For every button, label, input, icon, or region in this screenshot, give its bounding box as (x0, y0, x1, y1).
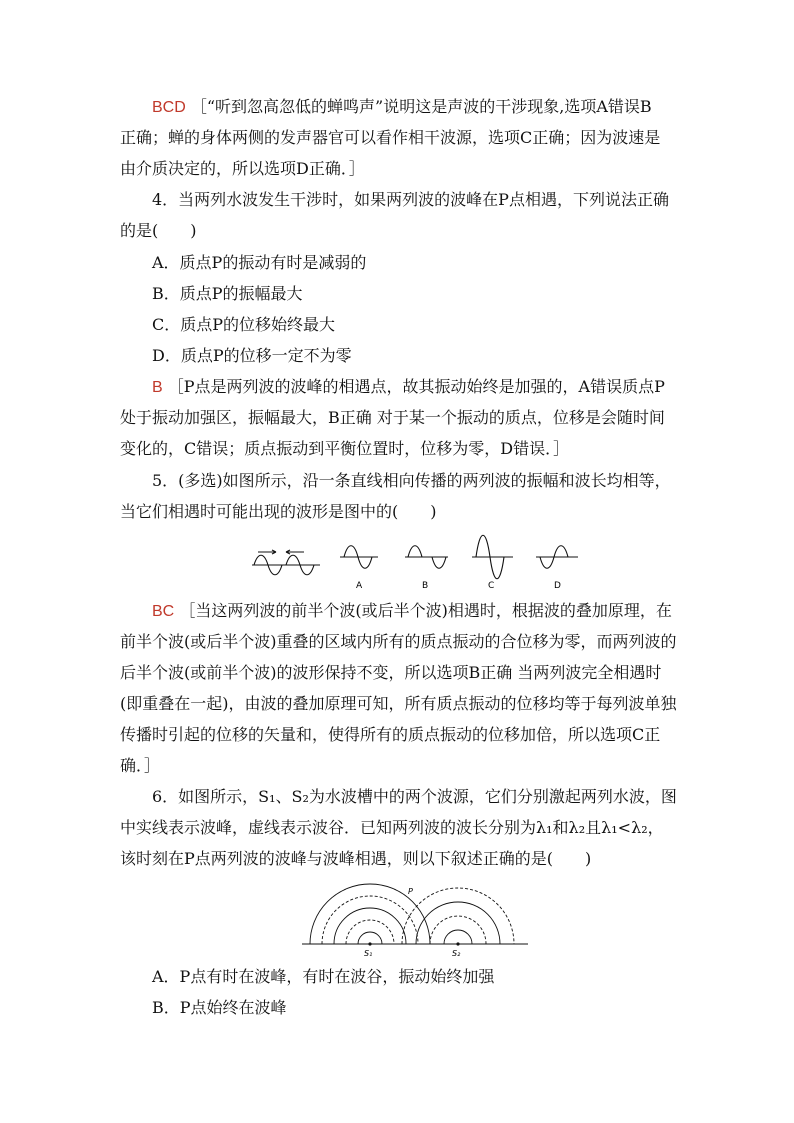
q6-stem-line-3: 该时刻在P点两列波的波峰与波峰相遇，则以下叙述正确的是( ) (120, 849, 592, 868)
q4-answer-line-2: 处于振动加强区，振幅最大，B正确 对于某一个振动的质点，位移是会随时间 (120, 408, 665, 427)
q5-label-c: C (488, 581, 495, 591)
q4-stem-line-2: 的是( ) (120, 221, 197, 240)
p-point-label: P (408, 887, 413, 896)
s2-source-dot (456, 942, 459, 945)
q5-answer-line-1: BC ［当这两列波的前半个波(或后半个波)相遇时，根据波的叠加原理，在 (152, 601, 672, 620)
q5-answer-line-2: 前半个波(或后半个波)重叠的区域内所有的质点振动的合位移为零，而两列波的 (120, 632, 677, 651)
q4-option-c: C．质点P的位移始终最大 (152, 315, 336, 334)
q6-stem-line-2: 中实线表示波峰，虚线表示波谷．已知两列波的波长分别为λ₁和λ₂且λ₁<λ₂， (120, 818, 664, 837)
q3-answer-line-3: 由介质决定的，所以选项D正确．］ (120, 159, 365, 178)
q5-stem-line-1: 5．(多选)如图所示，沿一条直线相向传播的两列波的振幅和波长均相等， (152, 471, 671, 490)
q3-answer-line-1: BCD ［“听到忽高忽低的蝉鸣声”说明这是声波的干涉现象,选项A错误B (152, 97, 652, 116)
q6-option-b: B．P点始终在波峰 (152, 998, 287, 1017)
q5-label-d: D (554, 581, 561, 591)
q3-answer-label: BCD (152, 99, 186, 116)
q4-option-b: B．质点P的振幅最大 (152, 284, 303, 303)
q6-stem-line-1: 6．如图所示，S₁、S₂为水波槽中的两个波源，它们分别激起两列水波，图 (152, 787, 677, 806)
q5-option-d-wave (536, 546, 578, 569)
q5-option-a-wave (340, 546, 378, 569)
q4-stem-line-1: 4．当两列水波发生干涉时，如果两列波的波峰在P点相遇，下列说法正确 (152, 190, 669, 209)
q5-answer-line-5: 传播时引起的位移的矢量和，使得所有的质点振动的位移加倍，所以选项C正 (120, 725, 661, 744)
q5-label-a: A (356, 581, 363, 591)
q5-answer-line-3: 后半个波(或前半个波)的波形保持不变，所以选项B正确 当两列波完全相遇时 (120, 663, 662, 682)
q3-answer-line-2: 正确；蝉的身体两侧的发声器官可以看作相干波源，选项C正确；因为波速是 (120, 128, 661, 147)
q5-original-waves (252, 550, 320, 575)
q5-label-b: B (422, 581, 429, 591)
s1-source-dot (368, 942, 371, 945)
q5-answer-label: BC (152, 603, 175, 620)
q4-answer-line-3: 变化的，C错误；质点振动到平衡位置时，位移为零，D错误．］ (120, 439, 570, 458)
q4-option-d: D．质点P的位移一定不为零 (152, 346, 352, 365)
s2-wavefronts (402, 888, 514, 944)
s1-label: S₁ (364, 949, 373, 958)
q6-option-a: A．P点有时在波峰，有时在波谷，振动始终加强 (152, 967, 495, 986)
q5-option-b-wave (405, 546, 448, 569)
q5-wave-figure (248, 532, 588, 592)
q4-answer-line-1: B ［P点是两列波的波峰的相遇点，故其振动始终是加强的，A错误质点P (152, 377, 665, 396)
q5-answer-line-6: 确．］ (120, 756, 161, 775)
q4-answer-label: B (152, 379, 163, 396)
q5-answer-line-4: (即重叠在一起)，由波的叠加原理可知，所有质点振动的位移均等于每列波单独 (120, 694, 677, 713)
q4-option-a: A．质点P的振动有时是减弱的 (152, 253, 367, 272)
q5-option-c-wave (472, 535, 513, 579)
q6-water-wave-figure (300, 882, 532, 962)
s2-label: S₂ (452, 949, 461, 958)
q5-stem-line-2: 当它们相遇时可能出现的波形是图中的( ) (120, 502, 437, 521)
